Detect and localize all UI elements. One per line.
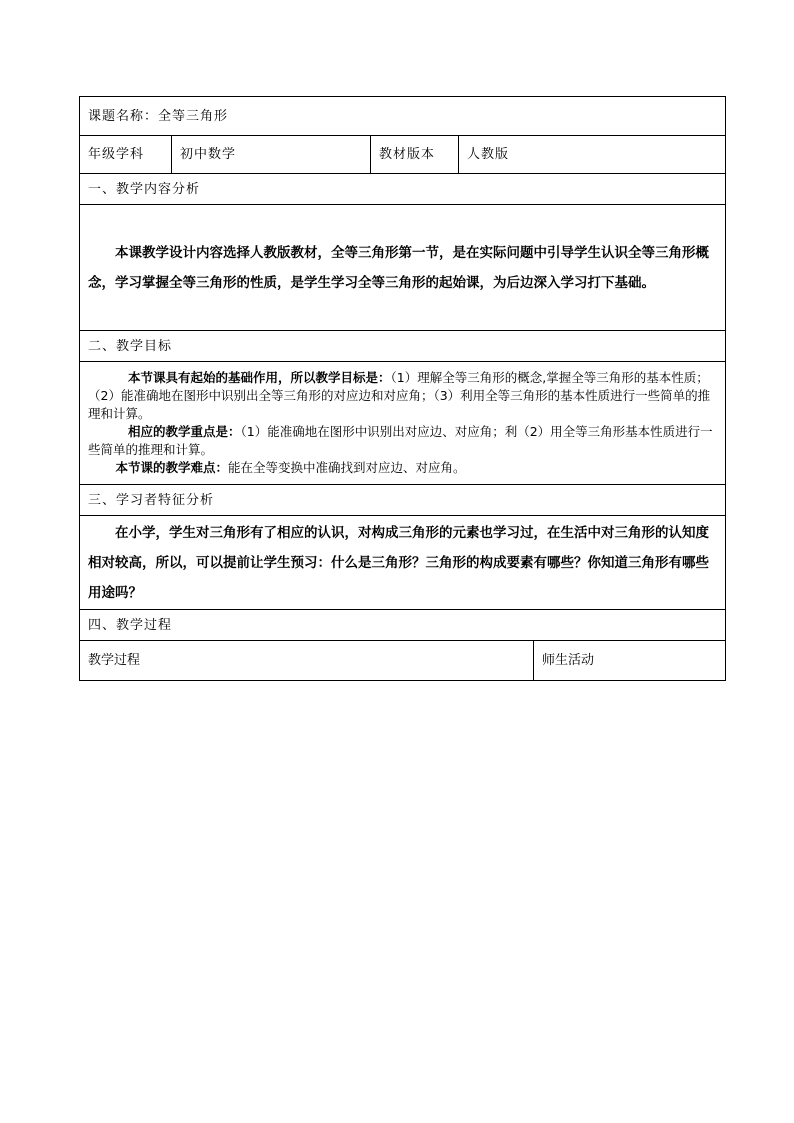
section1-heading: 一、教学内容分析: [80, 174, 726, 205]
section2-content-cell: [80, 362, 726, 485]
section3-content-cell: [80, 516, 726, 610]
title-row: [80, 97, 726, 136]
difficulty-lead: 本节课的教学难点：: [115, 460, 229, 475]
section1-heading-row: [80, 174, 726, 205]
key-points-text: （1）能准确地在图形中识别出对应边、对应角；利（2）用全等三角形基本性质进行一些简单的推理和计算。: [88, 424, 713, 457]
section3-heading-row: [80, 485, 726, 516]
section2-heading-row: [80, 331, 726, 362]
lesson-title: 课题名称：全等三角形: [80, 97, 726, 136]
process-column-header: 教学过程: [80, 641, 534, 681]
section4-columns-row: [80, 641, 726, 681]
section4-heading-row: [80, 610, 726, 641]
section3-content-row: [80, 516, 726, 610]
section2-content-row: [80, 362, 726, 485]
section1-content-row: [80, 205, 726, 331]
grade-label: 年级学科: [80, 136, 172, 174]
edition-label: 教材版本: [371, 136, 459, 174]
goals-paragraph: [88, 369, 717, 423]
meta-row: [80, 136, 726, 174]
difficulty-paragraph: [88, 459, 717, 477]
activity-column-header: 师生活动: [534, 641, 726, 681]
edition-value: 人教版: [459, 136, 726, 174]
goals-lead: 本节课具有起始的基础作用，所以教学目标是：: [128, 370, 391, 385]
difficulty-text: 能在全等变换中准确找到对应边、对应角。: [228, 460, 466, 475]
section1-content-cell: [80, 205, 726, 331]
section4-heading: 四、教学过程: [80, 610, 726, 641]
lesson-plan-table: [79, 96, 726, 681]
section2-heading: 二、教学目标: [80, 331, 726, 362]
key-points-paragraph: [88, 423, 717, 459]
key-points-lead: 相应的教学重点是：: [128, 424, 241, 439]
section3-body: 在小学，学生对三角形有了相应的认识，对构成三角形的元素也学习过，在生活中对三角形的认知度相对较高，所以，可以提前让学生预习：什么是三角形？三角形的构成要素有哪些？你知道三角形有哪些用途吗？: [88, 524, 709, 601]
section1-body: 本课教学设计内容选择人教版教材，全等三角形第一节，是在实际问题中引导学生认识全等三角形概念，学习掌握全等三角形的性质，是学生学习全等三角形的起始课，为后边深入学习打下基础。: [88, 244, 709, 291]
section3-heading: 三、学习者特征分析: [80, 485, 726, 516]
grade-value: 初中数学: [172, 136, 371, 174]
goals-text: （1）理解全等三角形的概念,掌握全等三角形的基本性质；（2）能准确地在图形中识别出全等三角形的对应边和对应角；（3）利用全等三角形的基本性质进行一些简单的推理和计算。: [88, 370, 711, 421]
